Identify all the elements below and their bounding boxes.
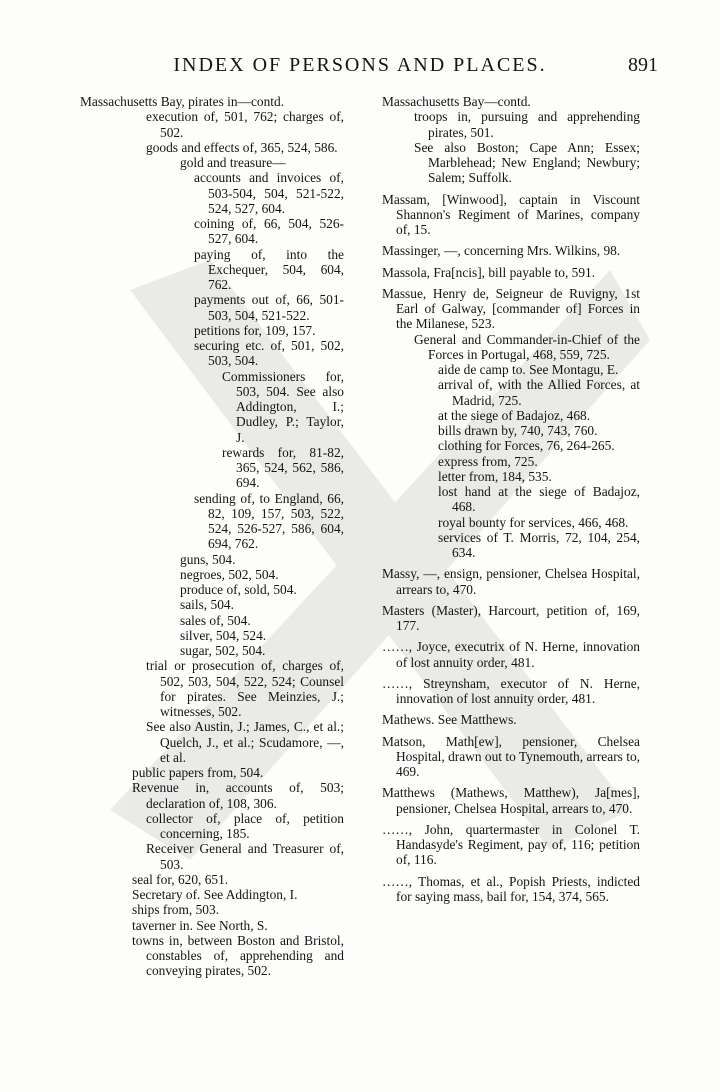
index-entry: Massachusetts Bay—contd. [382, 94, 531, 109]
index-entry: public papers from, 504. [132, 765, 264, 780]
index-entry: royal bounty for services, 466, 468. [438, 514, 629, 530]
index-entry: ……, Streynsham, executor of N. Herne, innovation of lost annuity order, 481. [382, 675, 640, 706]
index-entry: guns, 504. [180, 551, 236, 567]
left-column [80, 94, 344, 979]
index-entry: services of T. Morris, 72, 104, 254, 634. [438, 529, 640, 560]
index-entry: sails, 504. [180, 597, 234, 613]
index-entry: Massinger, —, concerning Mrs. Wilkins, 98. [382, 243, 621, 259]
index-entry: See also Boston; Cape Ann; Essex; Marblehead; New England; Newbury; Salem; Suffolk. [414, 139, 640, 186]
index-entry: payments out of, 66, 501-503, 504, 521-522. [194, 292, 344, 323]
index-entry: Mathews. See Matthews. [382, 712, 517, 728]
index-entry: ships from, 503. [132, 902, 220, 918]
index-entry: bills drawn by, 740, 743, 760. [438, 423, 598, 438]
index-entry: taverner in. See North, S. [132, 917, 268, 933]
index-entry: securing etc. of, 501, 502, 503, 504. [194, 338, 344, 369]
index-entry: goods and effects of, 365, 524, 586. [146, 139, 338, 155]
index-entry: Commissioners for, 503, 504. See also Addington, I.; Dudley, P.; Taylor, J. [222, 368, 344, 445]
index-entry: coining of, 66, 504, 526-527, 604. [194, 216, 344, 247]
index-entry: aide de camp to. See Montagu, E. [438, 362, 619, 377]
index-entry: express from, 725. [438, 453, 538, 469]
index-entry: Massy, —, ensign, pensioner, Chelsea Hospital, arrears to, 470. [382, 566, 640, 597]
index-entry: Revenue in, accounts of, 503; declaration of, 108, 306. [132, 780, 344, 811]
index-entry: at the siege of Badajoz, 468. [438, 407, 591, 423]
index-entry: Massachusetts Bay, pirates in—contd. [80, 94, 285, 109]
page-title: INDEX OF PERSONS AND PLACES. [173, 54, 547, 76]
index-entry: Secretary of. See Addington, I. [132, 887, 298, 902]
index-entry: seal for, 620, 651. [132, 871, 229, 887]
index-entry: execution of, 501, 762; charges of, 502. [146, 109, 344, 140]
index-entry: clothing for Forces, 76, 264-265. [438, 438, 615, 454]
index-entry: Massue, Henry de, Seigneur de Ruvigny, 1st Earl of Galway, [commander of] Forces in the Milanese, 523. [382, 285, 640, 332]
index-entry: Massola, Fra[ncis], bill payable to, 591. [382, 264, 596, 280]
index-entry: rewards for, 81-82, 365, 524, 562, 586, 694. [222, 444, 344, 491]
index-entry: troops in, pursuing and apprehending pirates, 501. [414, 109, 640, 140]
index-entry: See also Austin, J.; James, C., et al.; Quelch, J., et al.; Scudamore, —, et al. [146, 719, 344, 765]
index-entry: sugar, 502, 504. [180, 643, 266, 658]
index-entry: Matson, Math[ew], pensioner, Chelsea Hospital, drawn out to Tynemouth, arrears to, 469. [382, 733, 640, 779]
index-entry: sales of, 504. [180, 612, 251, 628]
index-entry: gold and treasure— [180, 155, 286, 170]
index-entry: arrival of, with the Allied Forces, at Madrid, 725. [438, 377, 640, 408]
index-entry: towns in, between Boston and Bristol, constables of, apprehending and conveying pirates, 502. [132, 932, 344, 979]
index-entry: Masters (Master), Harcourt, petition of, 169, 177. [382, 602, 640, 633]
index-entry: General and Commander-in-Chief of the Forces in Portugal, 468, 559, 725. [414, 331, 640, 362]
index-entry: negroes, 502, 504. [180, 566, 279, 582]
index-entry: ……, Joyce, executrix of N. Herne, innovation of lost annuity order, 481. [382, 639, 640, 670]
index-entry: ……, John, quartermaster in Colonel T. Handasyde's Regiment, pay of, 116; petition of, 116. [382, 821, 640, 868]
index-entry: Massam, [Winwood], captain in Viscount Shannon's Regiment of Marines, company of, 15. [382, 191, 640, 237]
index-entry: produce of, sold, 504. [180, 582, 297, 597]
index-entry: silver, 504, 524. [180, 627, 267, 643]
index-entry: collector of, place of, petition concerning, 185. [146, 810, 344, 841]
index-entry: ……, Thomas, et al., Popish Priests, indicted for saying mass, bail for, 154, 374, 565. [382, 873, 640, 904]
page-number: 891 [628, 54, 658, 76]
index-entry: Matthews (Mathews, Matthew), Ja[mes], pensioner, Chelsea Hospital, arrears to, 470. [382, 785, 640, 816]
index-entry: trial or prosecution of, charges of, 502, 503, 504, 522, 524; Counsel for pirates. See Meinzies, J.; witnesses, 502. [146, 658, 344, 719]
index-entry: sending of, to England, 66, 82, 109, 157, 503, 522, 524, 526-527, 586, 604, 694, 762. [194, 490, 344, 552]
index-entry: lost hand at the siege of Badajoz, 468. [438, 484, 640, 515]
index-entry: petitions for, 109, 157. [194, 322, 316, 338]
right-column [382, 94, 640, 904]
index-entry: letter from, 184, 535. [438, 468, 552, 484]
index-entry: paying of, into the Exchequer, 504, 604, 762. [194, 246, 344, 292]
index-entry: accounts and invoices of, 503-504, 504, 521-522, 524, 527, 604. [194, 170, 344, 216]
index-entry: Receiver General and Treasurer of, 503. [146, 841, 344, 872]
